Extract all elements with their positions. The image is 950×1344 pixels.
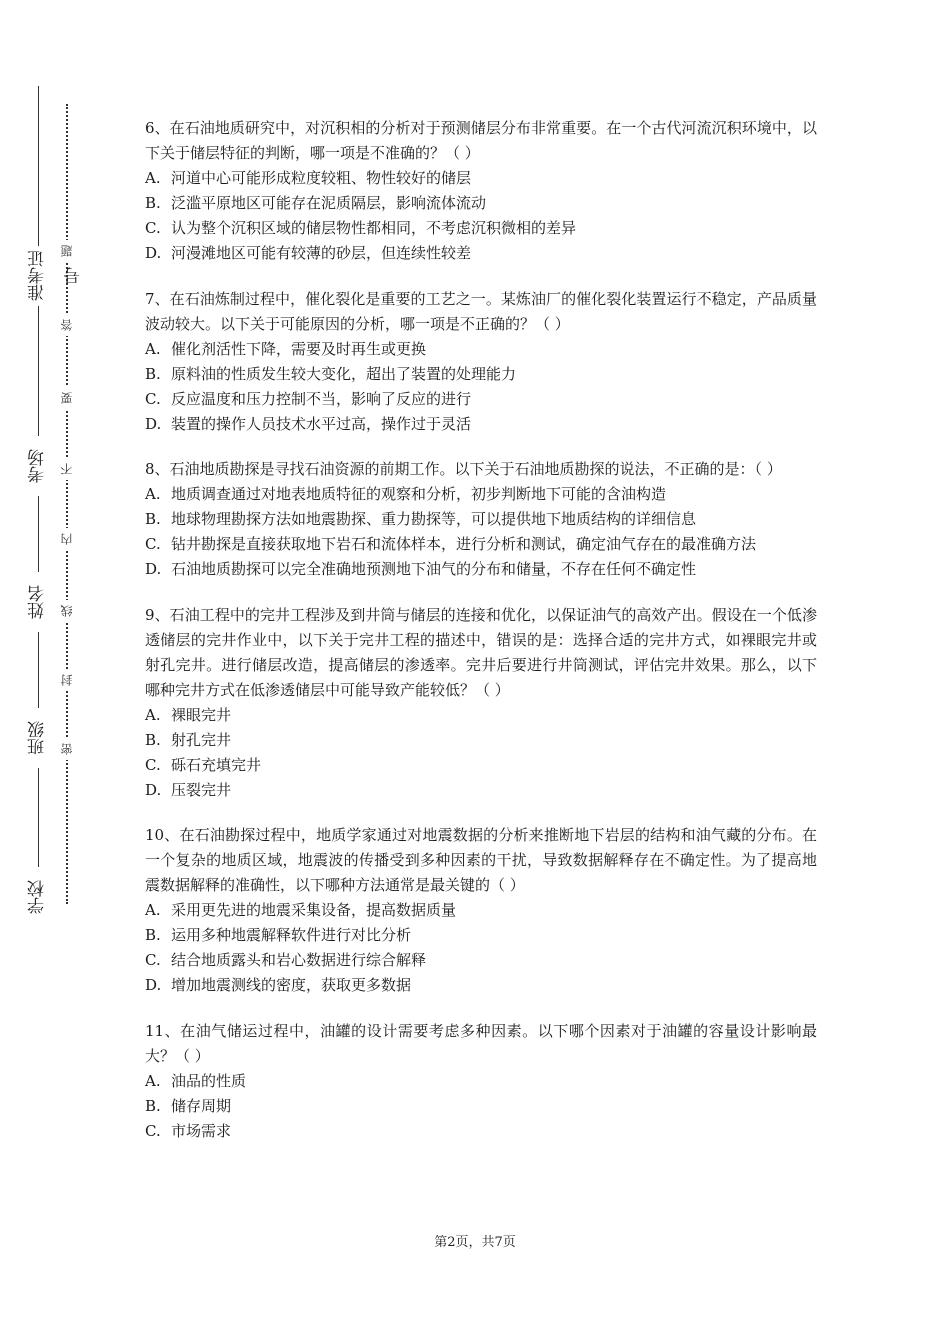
- question-stem: 9、石油工程中的完井工程涉及到井筒与储层的连接和优化，以保证油气的高效产出。假设在一个低渗透储层的完井作业中，以下关于完井工程的描述中，错误的是：选择合适的完井方式，如裸眼完井或射孔完井。进行储层改造，提高储层的渗透率。完井后要进行井筒测试，评估完井效果。那么，以下哪种完井方式在低渗透储层中可能导致产能较低？（ ）: [145, 605, 817, 699]
- option-b: B. 运用多种地震解释软件进行对比分析: [145, 926, 412, 944]
- question-list: [145, 116, 817, 1164]
- seal-char: 密: [57, 738, 77, 760]
- question-stem: 6、在石油地质研究中，对沉积相的分析对于预测储层分布非常重要。在一个古代河流沉积环境中，以下关于储层特征的判断，哪一项是不准确的？（ ）: [145, 119, 817, 162]
- page-footer: 第2页，共7页: [434, 1235, 516, 1250]
- question-10: [145, 823, 817, 998]
- field-class-label: 班级: [20, 708, 56, 768]
- option-b: B. 地球物理勘探方法如地震勘探、重力勘探等，可以提供地下地质结构的详细信息: [145, 510, 697, 528]
- binding-dotted-line: [66, 104, 68, 904]
- option-b: B. 射孔完井: [145, 730, 232, 749]
- question-6: [145, 116, 817, 266]
- option-c: C. 市场需求: [145, 1121, 232, 1140]
- option-a: A. 裸眼完井: [145, 705, 232, 724]
- field-exam-id-label: 准考证号: [20, 246, 56, 306]
- seal-char: 线: [57, 600, 77, 622]
- option-b: B. 储存周期: [145, 1096, 232, 1115]
- question-8: [145, 457, 817, 582]
- option-d: D. 石油地质勘探可以完全准确地预测地下油气的分布和储量，不存在任何不确定性: [145, 560, 697, 578]
- option-d: D. 河漫滩地区可能有较薄的砂层，但连续性较差: [145, 244, 472, 262]
- option-a: A. 催化剂活性下降，需要及时再生或更换: [145, 339, 427, 358]
- option-d: D. 压裂完井: [145, 780, 232, 799]
- field-name-label: 姓名: [20, 572, 56, 632]
- option-c: C. 认为整个沉积区域的储层物性都相同，不考虑沉积微相的差异: [145, 219, 577, 237]
- seal-char: 答: [57, 314, 77, 336]
- option-a: A. 采用更先进的地震采集设备，提高数据质量: [145, 901, 457, 919]
- question-stem: 10、在石油勘探过程中，地质学家通过对地震数据的分析来推断地下岩层的结构和油气藏的分布。在一个复杂的地质区域，地震波的传播受到多种因素的干扰，导致数据解释存在不确定性。为了提高地震数据解释的准确性，以下哪种方法通常是最关键的（ ）: [145, 826, 817, 894]
- question-11: [145, 1019, 817, 1144]
- question-7: [145, 287, 817, 437]
- seal-char: 题: [57, 240, 77, 262]
- binding-solid-line: [38, 86, 39, 921]
- option-c: C. 结合地质露头和岩心数据进行综合解释: [145, 951, 427, 969]
- option-d: D. 装置的操作人员技术水平过高，操作过于灵活: [145, 414, 472, 433]
- option-a: A. 地质调查通过对地表地质特征的观察和分析，初步判断地下可能的含油构造: [145, 485, 667, 503]
- option-d: D. 增加地震测线的密度，获取更多数据: [145, 976, 412, 994]
- option-b: B. 原料油的性质发生较大变化，超出了装置的处理能力: [145, 364, 517, 383]
- field-school-label: 学校: [20, 867, 56, 927]
- option-c: C. 钻井勘探是直接获取地下岩石和流体样本，进行分析和测试，确定油气存在的最准确方法: [145, 535, 757, 553]
- question-stem: 11、在油气储运过程中，油罐的设计需要考虑多种因素。以下哪个因素对于油罐的容量设计影响最大？（ ）: [145, 1021, 817, 1065]
- option-c: C. 砾石充填完井: [145, 755, 262, 774]
- seal-char: 内: [57, 528, 77, 550]
- seal-char: 要: [57, 387, 77, 409]
- binding-margin: [0, 0, 90, 1344]
- field-room-label: 考场: [20, 436, 56, 496]
- option-a: A. 油品的性质: [145, 1071, 247, 1090]
- seal-char: 封: [57, 669, 77, 691]
- seal-char: 不: [57, 458, 77, 480]
- option-c: C. 反应温度和压力控制不当，影响了反应的进行: [145, 389, 472, 408]
- option-a: A. 河道中心可能形成粒度较粗、物性较好的储层: [145, 169, 472, 187]
- question-stem: 7、在石油炼制过程中，催化裂化是重要的工艺之一。某炼油厂的催化裂化装置运行不稳定，产品质量波动较大。以下关于可能原因的分析，哪一项是不正确的？（ ）: [145, 289, 817, 333]
- question-stem: 8、石油地质勘探是寻找石油资源的前期工作。以下关于石油地质勘探的说法，不正确的是：（ ）: [145, 460, 782, 478]
- option-b: B. 泛滥平原地区可能存在泥质隔层，影响流体流动: [145, 194, 487, 212]
- question-9: [145, 603, 817, 803]
